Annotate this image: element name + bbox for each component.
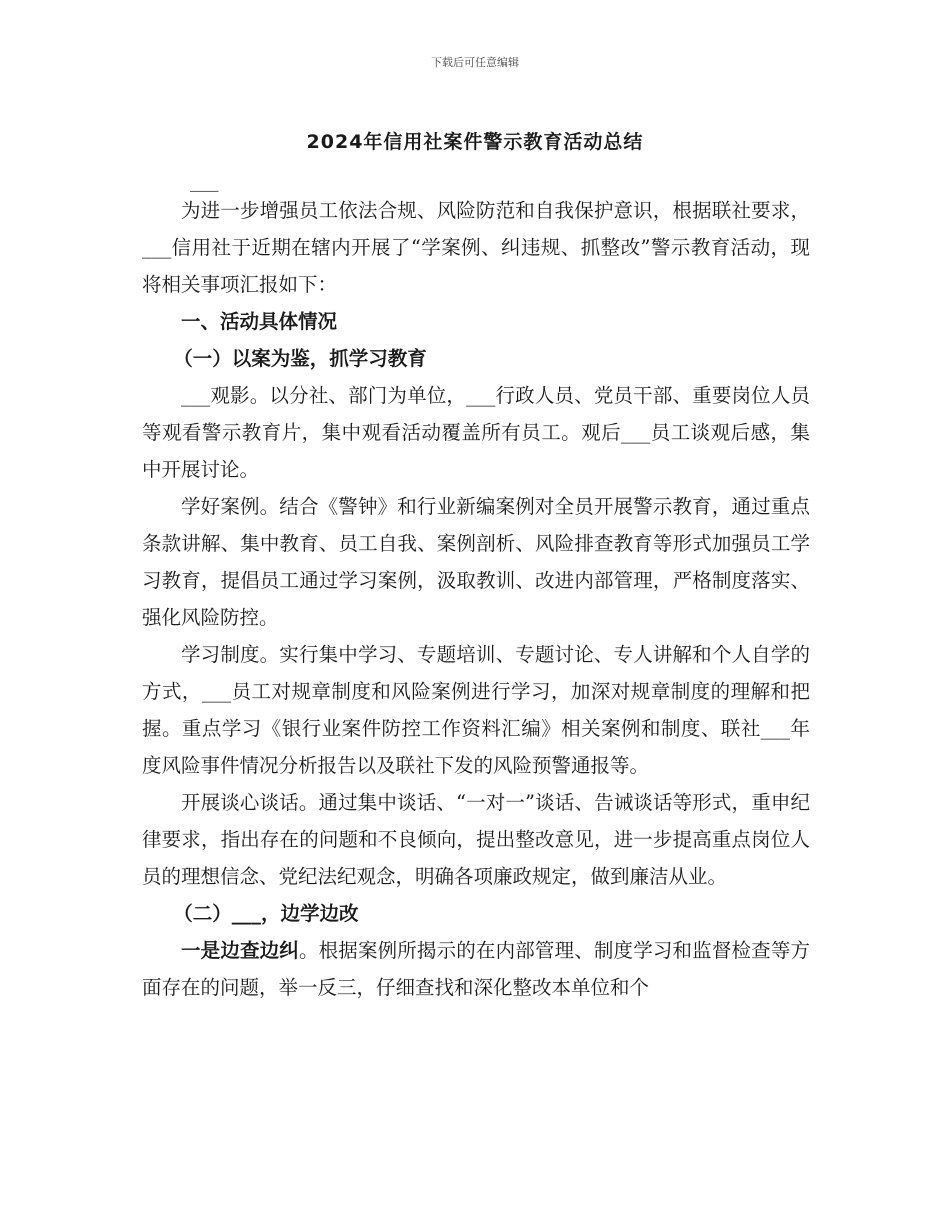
paragraph-xuehao-anli: 学好案例。结合《警钟》和行业新编案例对全员开展警示教育，通过重点条款讲解、集中教育、员工自我、案例剖析、风险排查教育等形式加强员工学习教育，提倡员工通过学习案例，汲取教训、改进内部管理，严格制度落实、强化风险防控。 xyxy=(142,495,810,629)
paragraph-guanying: ___观影。以分社、部门为单位，___行政人员、党员干部、重要岗位人员等观看警示教育片，集中观看活动覆盖所有员工。观后___员工谈观后感，集中开展讨论。 xyxy=(142,384,810,481)
document-title: 2024年信用社案件警示教育活动总结 xyxy=(306,131,644,153)
subsection-heading-2: （二）___，边学边改 xyxy=(173,902,359,925)
paragraph-tanxin-tanhua: 开展谈心谈话。通过集中谈话、“一对一”谈话、告诫谈话等形式，重申纪律要求，指出存在的问题和不良倾向，提出整改意见，进一步提高重点岗位人员的理想信念、党纪法纪观念，明确各项廉政规定，做到廉洁从业。 xyxy=(142,791,810,888)
document-body xyxy=(142,170,810,1006)
blank-placeholder-line xyxy=(142,170,810,192)
intro-paragraph xyxy=(142,192,810,303)
paragraph-bianchabianjiu xyxy=(142,932,810,1006)
paragraph-lead-bold: 一是边查边纠 xyxy=(181,939,299,962)
intro-line-1: 为进一步增强员工依法合规、风险防范和自我保护意识，根据联 xyxy=(181,199,732,222)
blank-placeholder: ___ xyxy=(190,170,219,192)
paragraph-xuexi-zhidu: 学习制度。实行集中学习、专题培训、专题讨论、专人讲解和个人自学的方式，___员工对规章制度和风险案例进行学习，加深对规章制度的理解和把握。重点学习《银行业案件防控工作资料汇编》相关案例和制度、联社___年度风险事件情况分析报告以及联社下发的风险预警通报等。 xyxy=(142,643,810,777)
paragraph-rest: 。根据案例所揭示的在内部管理、制度学习和监督检查等方面存在的问题，举一反三，仔细查找和深化整改本单位和个 xyxy=(142,939,810,999)
intro-line-3: 警示教育活动，现将相关事项汇报如下： xyxy=(142,236,810,296)
section-heading-1: 一、活动具体情况 xyxy=(181,310,338,333)
header-note: 下载后可任意编辑 xyxy=(431,56,519,69)
subsection-heading-1: （一）以案为鉴，抓学习教育 xyxy=(173,347,427,370)
intro-line-2: 社要求，___信用社于近期在辖内开展了“学案例、纠违规、抓整改” xyxy=(142,199,810,259)
